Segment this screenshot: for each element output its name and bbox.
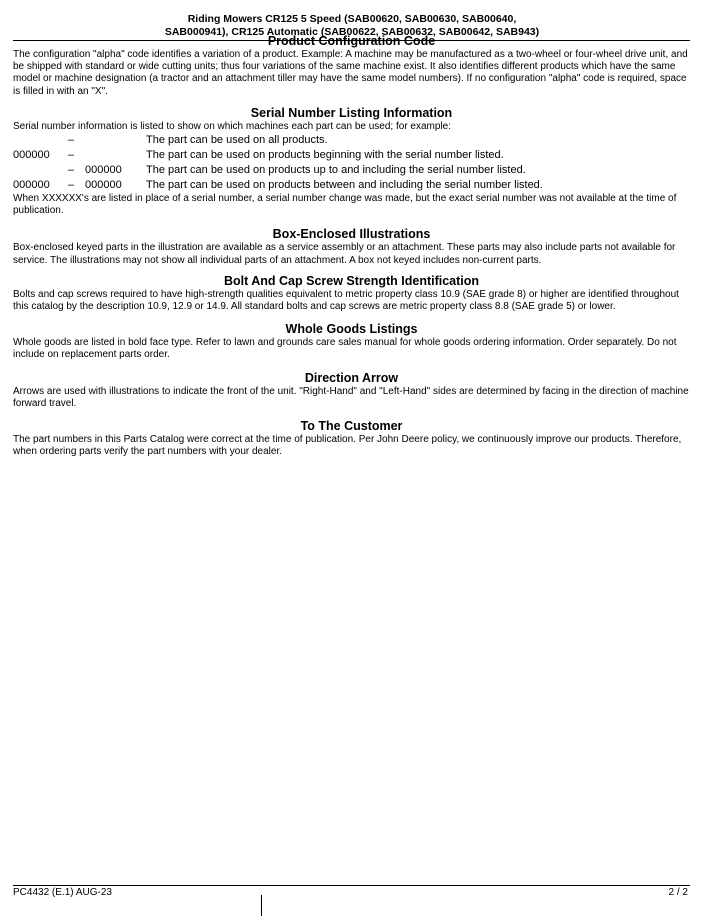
section-text: Bolts and cap screws required to have high-strength qualities equivalent to metric property class 10.9 (SAE grade 8) or higher are identified throughout this catalog by the description 10.9, 12.9 or 14.9. All standard bolts and cap screws are metric property class 8.8 (SAE grade 5) or lower. [13, 288, 679, 313]
serial-description: The part can be used on all products. [146, 134, 328, 147]
serial-from: 000000 [13, 179, 50, 192]
section-title: Box-Enclosed Illustrations [272, 227, 431, 242]
section-product-configuration [13, 34, 690, 98]
section-title: To The Customer [300, 419, 403, 434]
section-intro: Serial number information is listed to show on which machines each part can be used; for example: [13, 120, 452, 132]
header-line-1: Riding Mowers CR125 5 Speed (SAB00620, SAB00630, SAB00640, [187, 13, 517, 25]
serial-to: 000000 [85, 179, 122, 192]
section-text: The configuration "alpha" code identifies a variation of a product. Example: A machine may be manufactured as a two-wheel or four-wheel drive unit, and be shipped with standard or wide cutting units; thus four variations of the same machine exist. It also identifies different products which have the same model or machine designation (a tractor and an attachment tiller may have the same model numbers). If no configuration "alpha" code is required, space is filled in with an "X". [13, 49, 688, 97]
section-title: Bolt And Cap Screw Strength Identification [223, 273, 480, 288]
section-text: The part numbers in this Parts Catalog were correct at the time of publication. Per John Deere policy, we continuously improve our products. Therefore, when ordering parts verify the part numbers with your dealer. [13, 434, 682, 458]
section-box-enclosed [13, 227, 690, 266]
section-title: Direction Arrow [304, 370, 399, 385]
serial-description: The part can be used on products beginning with the serial number listed. [146, 149, 504, 162]
document-id: PC4432 (E.1) AUG-23 [13, 887, 112, 898]
serial-description: The part can be used on products up to and including the serial number listed. [146, 164, 526, 177]
serial-example-row [13, 178, 690, 193]
serial-description: The part can be used on products between and including the serial number listed. [146, 179, 543, 192]
section-text: Arrows are used with illustrations to indicate the front of the unit. "Right-Hand" and "Left-Hand" sides are determined by facing in the direction of machine forward travel. [13, 385, 689, 409]
footer-divider [261, 895, 262, 916]
serial-example-row [13, 163, 690, 178]
section-direction-arrow [13, 371, 690, 410]
section-title: Serial Number Listing Information [250, 105, 453, 120]
document-body [13, 34, 690, 462]
serial-dash: – [68, 149, 75, 162]
serial-example-row [13, 133, 690, 148]
section-title: Product Configuration Code [267, 34, 436, 48]
serial-number-examples [13, 133, 690, 193]
section-text: Box-enclosed keyed parts in the illustration are available as a service assembly or an attachment. These parts may also include parts not available for service. The illustrations may not show all individual parts of an attachment. A box not keyed includes non-current parts. [13, 242, 676, 266]
section-bolt-strength [13, 274, 690, 313]
section-whole-goods [13, 322, 690, 361]
section-to-the-customer [13, 419, 690, 458]
serial-example-row [13, 148, 690, 163]
header-line-2: SAB000941), CR125 Automatic (SAB00622, SAB00632, SAB00642, SAB943) [164, 26, 540, 38]
serial-dash: – [68, 134, 75, 147]
serial-dash: – [68, 179, 75, 192]
section-text: Whole goods are listed in bold face type. Refer to lawn and grounds care sales manual for whole goods ordering information. Order separately. Do not include on replacement parts order. [13, 337, 677, 361]
section-note: When XXXXXX's are listed in place of a serial number, a serial number change was made, but the exact serial number was not available at the time of publication. [13, 193, 677, 217]
footer-rule [13, 885, 690, 886]
serial-dash: – [68, 164, 75, 177]
section-title: Whole Goods Listings [285, 322, 418, 337]
serial-to: 000000 [85, 164, 122, 177]
serial-from: 000000 [13, 149, 50, 162]
section-serial-number [13, 106, 690, 218]
page-number: 2 / 2 [668, 887, 688, 898]
